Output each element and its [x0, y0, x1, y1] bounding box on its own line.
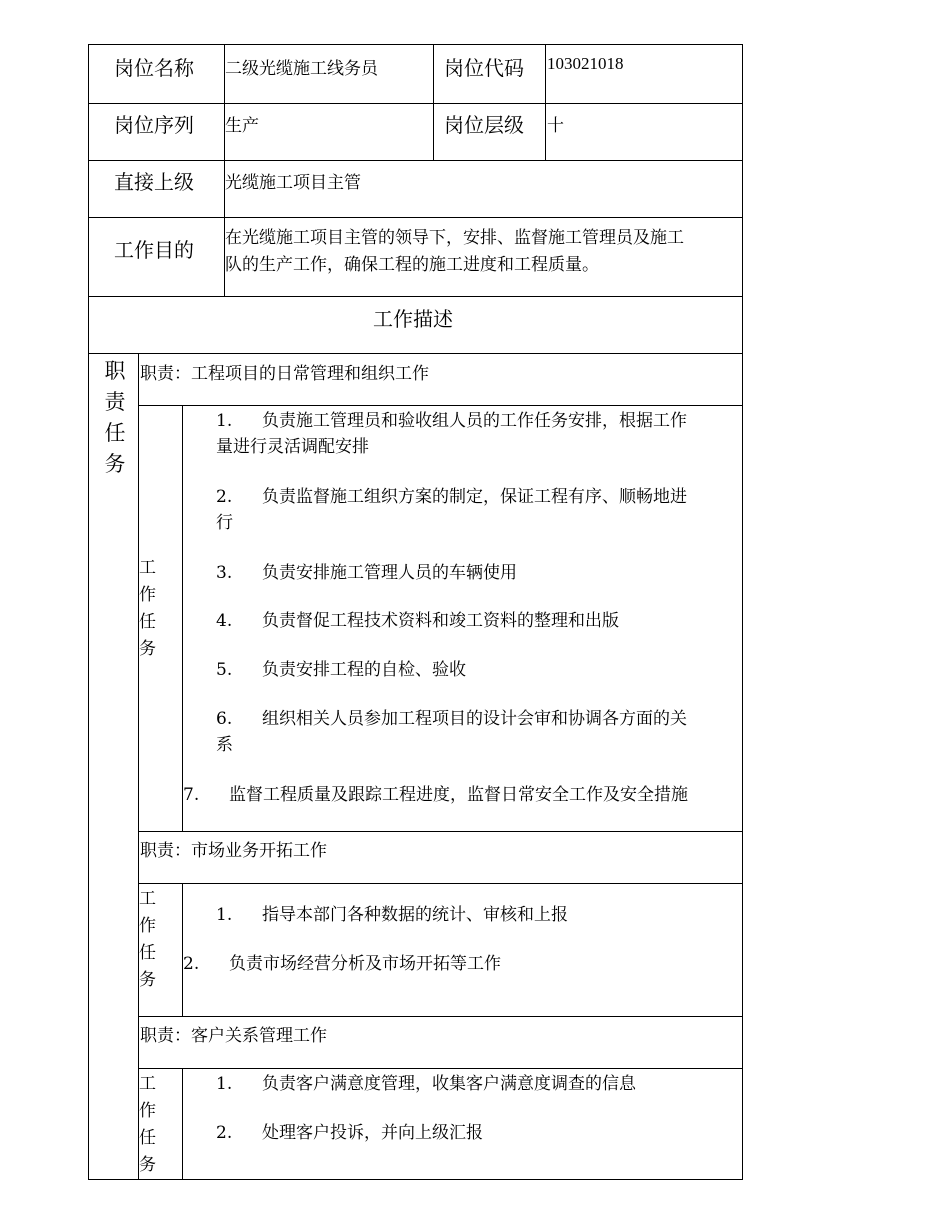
row-divider — [88, 217, 743, 218]
work-tasks-label: 工 作 任 务 — [139, 558, 156, 659]
task-item: 1. 负责客户满意度管理，收集客户满意度调查的信息 — [216, 1074, 636, 1094]
column-divider — [182, 1068, 183, 1180]
task-item: 3. 负责安排施工管理人员的车辆使用 — [216, 563, 517, 583]
task-item: 1. 负责施工管理员和验收组人员的工作任务安排，根据工作 量进行灵活调配安排 — [216, 411, 687, 457]
description-title: 工作描述 — [373, 307, 453, 331]
column-divider — [433, 44, 434, 161]
duty-title: 职责：市场业务开拓工作 — [140, 841, 327, 861]
position-level-value: 十 — [547, 116, 564, 136]
task-item: 1. 指导本部门各种数据的统计、审核和上报 — [216, 905, 568, 925]
row-divider — [88, 160, 743, 161]
task-item: 6. 组织相关人员参加工程项目的设计会审和协调各方面的关 系 — [216, 709, 687, 755]
row-divider — [88, 296, 743, 297]
duties-tasks-label: 职 责 任 务 — [104, 359, 126, 476]
position-series-label: 岗位序列 — [114, 113, 194, 137]
position-code-label: 岗位代码 — [444, 56, 524, 80]
column-divider — [138, 353, 139, 1180]
work-tasks-label: 工 作 任 务 — [139, 1074, 156, 1175]
column-divider — [545, 44, 546, 161]
row-divider — [88, 353, 743, 354]
duty-title: 职责：客户关系管理工作 — [140, 1026, 327, 1046]
row-divider — [138, 405, 743, 406]
task-item: 2. 负责市场经营分析及市场开拓等工作 — [183, 954, 501, 974]
purpose-line: 在光缆施工项目主管的领导下，安排、监督施工管理员及施工 — [225, 228, 684, 248]
column-divider — [182, 405, 183, 832]
position-level-label: 岗位层级 — [444, 113, 524, 137]
supervisor-label: 直接上级 — [114, 170, 194, 194]
row-divider — [88, 103, 743, 104]
position-name-label: 岗位名称 — [114, 56, 194, 80]
duty-title: 职责：工程项目的日常管理和组织工作 — [140, 364, 429, 384]
row-divider — [138, 831, 743, 832]
row-divider — [138, 1068, 743, 1069]
row-divider — [138, 1016, 743, 1017]
purpose-line: 队的生产工作，确保工程的施工进度和工程质量。 — [225, 255, 599, 275]
supervisor-value: 光缆施工项目主管 — [225, 173, 361, 193]
position-series-value: 生产 — [225, 116, 259, 136]
row-divider — [138, 883, 743, 884]
purpose-label: 工作目的 — [114, 238, 194, 262]
position-name-value: 二级光缆施工线务员 — [225, 59, 378, 79]
work-tasks-label: 工 作 任 务 — [139, 889, 156, 990]
task-item: 5. 负责安排工程的自检、验收 — [216, 660, 466, 680]
task-item: 2. 负责监督施工组织方案的制定，保证工程有序、顺畅地进 行 — [216, 487, 687, 533]
task-item: 2. 处理客户投诉，并向上级汇报 — [216, 1123, 483, 1143]
task-item: 4. 负责督促工程技术资料和竣工资料的整理和出版 — [216, 611, 619, 631]
column-divider — [182, 883, 183, 1017]
task-item: 7. 监督工程质量及跟踪工程进度，监督日常安全工作及安全措施 — [183, 785, 688, 805]
position-code-value: 103021018 — [547, 54, 624, 73]
